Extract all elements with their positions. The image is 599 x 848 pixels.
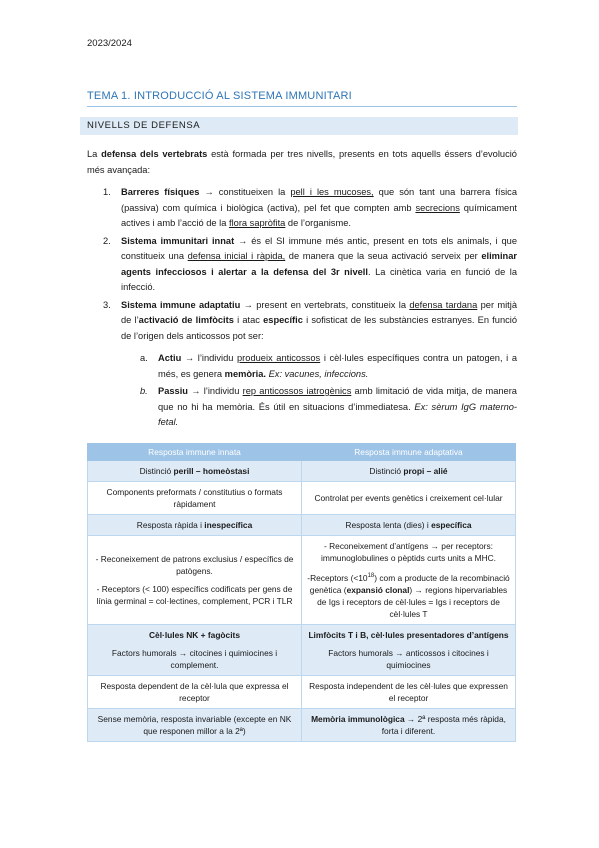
table-row <box>88 708 516 741</box>
table-cell: Controlat per events genètics i creixement cel·lular <box>302 482 516 515</box>
level-item-2: 2. Sistema immunitari innat → és el SI immune més antic, present en tots els animals, i que constitueix una defensa inicial i ràpida, de manera que la seua activació serveix per eliminar agents infecciosos i alertar a la defensa del 3r nivell. La cinètica varia en funció de la infecció. <box>103 235 518 292</box>
level-item-1: 1. Barreres físiques → constitueixen la pell i les mucoses, que són tant una barrera física (passiva) com química i biològica (activa), pel fet que compten amb secrecions químicament actives i amb l’acció de la flora sapròfita de l’organisme. <box>103 187 517 228</box>
table-cell: Resposta lenta (dies) i específica <box>302 515 516 536</box>
table-cell: Sense memòria, resposta invariable (excepte en NK que responen millor a la 2ª) <box>88 708 302 741</box>
table-row <box>88 536 516 625</box>
table-cell: Memòria immunològica → 2ª resposta més ràpida, forta i diferent. <box>302 708 516 741</box>
table-cell: - Reconeixement d’antígens → per receptors: immunoglobulines o pèptids curts units a MHC. -Receptors $(<10^{18})$ com a producte de la recombinació genètica (expansió clonal) → regions hipervariables de Igs i receptors de cèl·lules = Igs i receptors de cèl·lules T <box>302 536 516 625</box>
page-title: TEMA 1. INTRODUCCIÓ AL SISTEMA IMMUNITARI <box>87 90 517 107</box>
column-header-adaptive: Resposta immune adaptativa <box>302 444 516 461</box>
table-cell: Cèl·lules NK + fagòcits Factors humorals → citocines i quimiocines i complement. <box>88 624 302 675</box>
table-row <box>88 482 516 515</box>
level-item-3: 3. Sistema immune adaptatiu → present en vertebrats, constitueix la defensa tardana per mitjà de l’activació de limfòcits i atac específic i sofisticat de les substàncies estranyes. En funció de l’origen dels anticossos pot ser: <box>103 299 518 341</box>
defense-levels-list <box>87 185 517 346</box>
table-row <box>88 461 516 482</box>
table-row <box>88 624 516 675</box>
page-year: 2023/2024 <box>87 38 132 49</box>
section-heading: NIVELLS DE DEFENSA <box>80 117 518 135</box>
table-cell: Resposta ràpida i inespecífica <box>88 515 302 536</box>
table-cell: Distinció propi – alié <box>302 461 516 482</box>
column-header-innate: Resposta immune innata <box>88 444 302 461</box>
table-row <box>88 515 516 536</box>
table-row <box>88 675 516 708</box>
sublevel-item-passive: b. Passiu → l’individu rep anticossos iatrogènics amb limitació de vida mitja, de manera que no hi ha memòria. És útil en situacions d’immediatesa. Ex: sèrum IgG materno-fetal. <box>140 386 518 427</box>
table-cell: - Reconeixement de patrons exclusius / específics de patògens. - Receptors (< 100) específics codificats per gens de línia germinal = col·lectines, complement, PCR i TLR <box>88 536 302 625</box>
table-header-row <box>88 444 516 461</box>
table-cell: Limfòcits T i B, cèl·lules presentadores d’antígens Factors humorals → anticossos i citocines i quimiocines <box>302 624 516 675</box>
intro-paragraph: La defensa dels vertebrats està formada per tres nivells, presents en tots aquells éssers d’evolució més avançada: <box>87 149 517 175</box>
table-cell: Resposta independent de les cèl·lules que expressen el receptor <box>302 675 516 708</box>
immune-type-sublist <box>140 351 517 433</box>
table-cell: Components preformats / constitutius o formats ràpidament <box>88 482 302 515</box>
sublevel-item-active: a. Actiu → l’individu produeix anticossos i cèl·lules específiques contra un patogen, i a més, es genera memòria. Ex: vacunes, infeccions. <box>140 353 517 379</box>
table-cell: Distinció perill – homeòstasi <box>88 461 302 482</box>
comparison-table <box>87 443 516 742</box>
table-cell: Resposta dependent de la cèl·lula que expressa el receptor <box>88 675 302 708</box>
